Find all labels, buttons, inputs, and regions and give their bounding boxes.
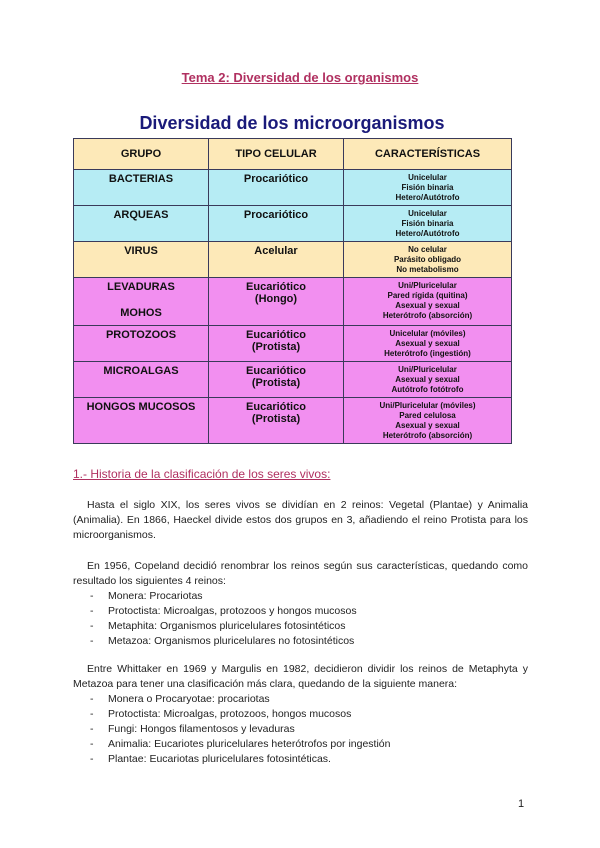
- characteristic: No celular: [408, 245, 447, 254]
- cell-characteristics: [344, 362, 512, 398]
- cell-type-label: Eucariótico: [246, 329, 306, 341]
- paragraph-text: Entre Whittaker en 1969 y Margulis en 1982, decidieron dividir los reinos de Metaphyta y Metazoa para tener una clasificación más clara, quedando de la siguiente manera:: [73, 663, 528, 690]
- cell-type-label: Eucariótico: [246, 365, 306, 377]
- cell-group: PROTOZOOS: [74, 326, 209, 362]
- cell-group: BACTERIAS: [74, 170, 209, 206]
- list-item: - Plantae: Eucariotas pluricelulares fotosintéticas.: [90, 753, 331, 765]
- characteristic: Unicelular: [408, 173, 447, 182]
- characteristic: Unicelular (móviles): [389, 329, 466, 338]
- characteristic: Asexual y sexual: [395, 421, 460, 430]
- table-row: [74, 326, 512, 362]
- paragraph-text: Hasta el siglo XIX, los seres vivos se dividían en 2 reinos: Vegetal (Plantae) y Animalia (Animalia). En 1866, Haeckel divide estos dos grupos en 3, añadiendo el reino Protista para los microorganismos.: [73, 499, 528, 541]
- microorganism-table: [73, 138, 512, 444]
- characteristic: Uni/Pluricelular (móviles): [379, 401, 476, 410]
- cell-characteristics: [344, 278, 512, 326]
- characteristic: Asexual y sexual: [395, 301, 460, 310]
- kingdom-list-whittaker: [90, 692, 390, 767]
- characteristic: Asexual y sexual: [395, 339, 460, 348]
- table-row: [74, 242, 512, 278]
- header-grupo: GRUPO: [74, 139, 209, 170]
- paragraph-2: [73, 559, 528, 589]
- section-heading: 1.- Historia de la clasificación de los seres vivos:: [73, 467, 331, 481]
- cell-type: [209, 362, 344, 398]
- list-item: - Animalia: Eucariotes pluricelulares heterótrofos por ingestión: [90, 738, 391, 750]
- cell-group: VIRUS: [74, 242, 209, 278]
- paragraph-1: [73, 498, 528, 543]
- cell-characteristics: [344, 242, 512, 278]
- header-caracteristicas: CARACTERÍSTICAS: [344, 139, 512, 170]
- page-title: Tema 2: Diversidad de los organismos: [181, 70, 419, 85]
- list-item: - Monera o Procaryotae: procariotas: [90, 693, 270, 705]
- group-name: MOHOS: [120, 307, 162, 319]
- cell-group: HONGOS MUCOSOS: [74, 398, 209, 444]
- cell-type: Acelular: [209, 242, 344, 278]
- cell-type-sub: (Protista): [251, 413, 301, 425]
- cell-type-label: Eucariótico: [246, 401, 306, 413]
- cell-type: [209, 278, 344, 326]
- cell-type-label: Eucariótico: [246, 281, 306, 293]
- characteristic: Unicelular: [408, 209, 447, 218]
- cell-type: [209, 326, 344, 362]
- classification-figure: [73, 108, 511, 443]
- table-header-row: [74, 139, 512, 170]
- list-item: - Metaphita: Organismos pluricelulares fotosintéticos: [90, 620, 346, 632]
- cell-type-sub: (Protista): [251, 341, 301, 353]
- header-tipo-celular: TIPO CELULAR: [209, 139, 344, 170]
- list-item: - Protoctista: Microalgas, protozoos y hongos mucosos: [90, 605, 357, 617]
- group-name: LEVADURAS: [107, 281, 175, 293]
- page-number: 1: [518, 798, 525, 810]
- table-row: [74, 278, 512, 326]
- cell-characteristics: [344, 170, 512, 206]
- characteristic: Pared rígida (quitina): [387, 291, 468, 300]
- cell-type: Procariótico: [209, 170, 344, 206]
- characteristic: Heterótrofo (absorción): [382, 431, 473, 440]
- cell-type: Procariótico: [209, 206, 344, 242]
- table-row: [74, 362, 512, 398]
- cell-type: [209, 398, 344, 444]
- cell-group: MICROALGAS: [74, 362, 209, 398]
- table-row: [74, 170, 512, 206]
- characteristic: Uni/Pluricelular: [398, 365, 457, 374]
- characteristic: Heterótrofo (absorción): [382, 311, 473, 320]
- characteristic: No metabolismo: [396, 265, 459, 274]
- characteristic: Autótrofo fotótrofo: [391, 385, 464, 394]
- characteristic: Uni/Pluricelular: [398, 281, 457, 290]
- cell-group: ARQUEAS: [74, 206, 209, 242]
- characteristic: Asexual y sexual: [395, 375, 460, 384]
- characteristic: Fisión binaria: [401, 219, 454, 228]
- list-item: - Metazoa: Organismos pluricelulares no fotosintéticos: [90, 635, 355, 647]
- characteristic: Hetero/Autótrofo: [395, 229, 460, 238]
- characteristic: Hetero/Autótrofo: [395, 193, 460, 202]
- cell-characteristics: [344, 206, 512, 242]
- list-item: - Protoctista: Microalgas, protozoos, hongos mucosos: [90, 708, 352, 720]
- cell-group: [74, 278, 209, 326]
- characteristic: Heterótrofo (ingestión): [384, 349, 471, 358]
- characteristic: Fisión binaria: [401, 183, 454, 192]
- characteristic: Parásito obligado: [393, 255, 462, 264]
- cell-characteristics: [344, 326, 512, 362]
- kingdom-list-copeland: [90, 589, 357, 649]
- figure-title: Diversidad de los microorganismos: [73, 108, 511, 138]
- paragraph-3: [73, 662, 528, 692]
- table-row: [74, 398, 512, 444]
- cell-type-sub: (Protista): [251, 377, 301, 389]
- list-item: - Monera: Procariotas: [90, 590, 203, 602]
- list-item: - Fungi: Hongos filamentosos y levaduras: [90, 723, 295, 735]
- paragraph-text: En 1956, Copeland decidió renombrar los reinos según sus características, quedando como resultado los siguientes 4 reinos:: [73, 560, 528, 587]
- cell-characteristics: [344, 398, 512, 444]
- table-row: [74, 206, 512, 242]
- characteristic: Pared celulosa: [399, 411, 456, 420]
- cell-type-sub: (Hongo): [254, 293, 298, 305]
